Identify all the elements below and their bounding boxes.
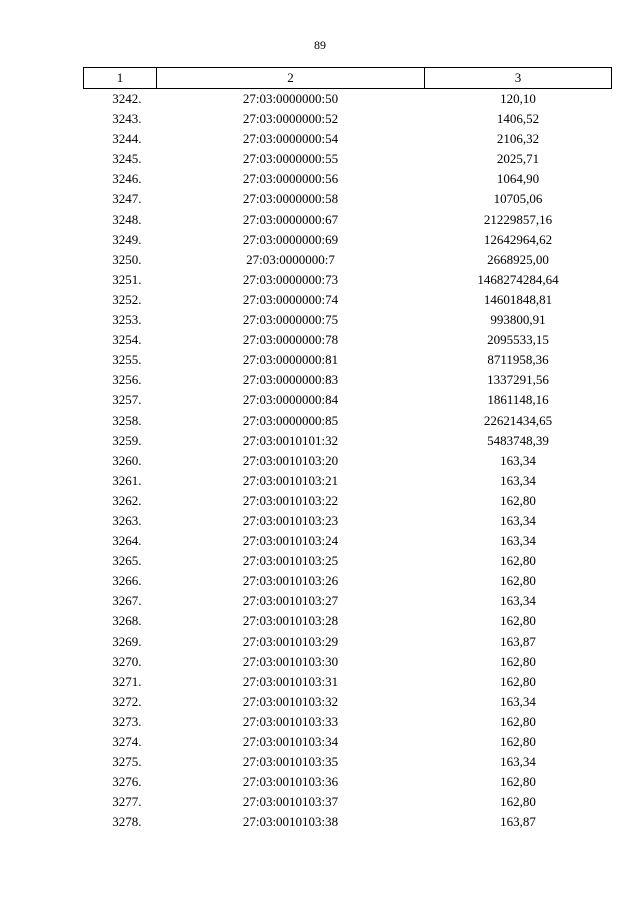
row-number: 3247. <box>112 191 142 207</box>
cadastral-number: 27:03:0000000:69 <box>242 231 339 247</box>
row-number: 3250. <box>112 251 142 267</box>
table-row <box>84 129 612 149</box>
cadastral-number: 27:03:0000000:75 <box>242 312 339 328</box>
table-row <box>84 652 612 672</box>
table-row <box>84 611 612 631</box>
row-number: 3249. <box>112 231 142 247</box>
cadastral-value: 163,87 <box>500 814 536 830</box>
row-number: 3245. <box>112 151 142 167</box>
cadastral-number: 27:03:0000000:50 <box>242 91 339 106</box>
row-number: 3246. <box>112 171 142 187</box>
cadastral-number: 27:03:0010103:36 <box>242 774 339 790</box>
table-row <box>84 692 612 712</box>
cadastral-value: 1064,90 <box>496 171 540 187</box>
row-number: 3268. <box>112 613 142 629</box>
table-row <box>84 350 612 370</box>
cadastral-value: 1468274284,64 <box>477 271 559 287</box>
row-number: 3267. <box>112 593 142 609</box>
cadastral-value: 2106,32 <box>496 131 540 147</box>
row-number: 3254. <box>112 332 142 348</box>
table-row <box>84 471 612 491</box>
row-number: 3244. <box>112 131 142 147</box>
cadastral-value: 162,80 <box>500 613 536 629</box>
cadastral-value: 2025,71 <box>496 151 540 167</box>
row-number: 3257. <box>112 392 142 408</box>
cadastral-number: 27:03:0010103:22 <box>242 492 339 508</box>
table-row <box>84 270 612 290</box>
table-header <box>84 68 612 89</box>
cadastral-number: 27:03:0010103:29 <box>242 633 339 649</box>
row-number: 3258. <box>112 412 142 428</box>
cadastral-value: 120,10 <box>500 91 536 106</box>
cadastral-number: 27:03:0010103:28 <box>242 613 339 629</box>
cadastral-number: 27:03:0010103:20 <box>242 452 339 468</box>
cadastral-value: 162,80 <box>500 553 536 569</box>
table-row <box>84 451 612 471</box>
table-row <box>84 571 612 591</box>
cadastral-value: 1337291,56 <box>487 372 549 388</box>
cadastral-value: 993800,91 <box>490 312 546 328</box>
cadastral-value: 8711958,36 <box>487 352 549 368</box>
row-number: 3259. <box>112 432 142 448</box>
table-row <box>84 149 612 169</box>
cadastral-number: 27:03:0010103:34 <box>242 734 339 749</box>
cadastral-value: 10705,06 <box>493 191 543 207</box>
row-number: 3262. <box>112 492 142 508</box>
cadastral-number: 27:03:0000000:81 <box>242 352 339 368</box>
cadastral-value: 163,34 <box>500 754 536 770</box>
cadastral-value: 163,87 <box>500 633 536 649</box>
table-row <box>84 511 612 531</box>
table-row <box>84 431 612 451</box>
row-number: 3275. <box>112 754 142 770</box>
cadastral-value: 14601848,81 <box>483 291 553 307</box>
table-row <box>84 330 612 350</box>
table-row <box>84 109 612 129</box>
cadastral-number: 27:03:0010103:38 <box>242 814 339 830</box>
table-row <box>84 632 612 652</box>
table-row <box>84 672 612 692</box>
cadastral-value: 163,34 <box>500 533 536 549</box>
page-number: 89 <box>314 38 326 52</box>
table-row <box>84 551 612 571</box>
cadastral-number: 27:03:0000000:54 <box>242 131 339 147</box>
row-number: 3278. <box>112 814 142 830</box>
cadastral-value: 163,34 <box>500 452 536 468</box>
cadastral-value: 162,80 <box>500 673 536 689</box>
row-number: 3260. <box>112 452 142 468</box>
table-row <box>84 772 612 792</box>
cadastral-value: 163,34 <box>500 593 536 609</box>
cadastral-number: 27:03:0010101:32 <box>242 432 339 448</box>
cadastral-number: 27:03:0000000:73 <box>242 271 339 287</box>
table-row <box>84 531 612 551</box>
row-number: 3253. <box>112 312 142 328</box>
header-row <box>84 68 612 89</box>
table-row <box>84 250 612 270</box>
row-number: 3248. <box>112 211 142 227</box>
row-number: 3266. <box>112 573 142 589</box>
row-number: 3270. <box>112 653 142 669</box>
row-number: 3261. <box>112 472 142 488</box>
table-row <box>84 712 612 732</box>
row-number: 3265. <box>112 553 142 569</box>
cadastral-value: 163,34 <box>500 693 536 709</box>
table-row <box>84 210 612 230</box>
cadastral-number: 27:03:0000000:85 <box>242 412 339 428</box>
cadastral-number: 27:03:0010103:31 <box>242 673 339 689</box>
row-number: 3256. <box>112 372 142 388</box>
cadastral-value: 162,80 <box>500 794 536 810</box>
cadastral-number: 27:03:0000000:55 <box>242 151 339 167</box>
row-number: 3242. <box>112 91 142 106</box>
cadastral-value: 22621434,65 <box>483 412 553 428</box>
row-number: 3251. <box>112 271 142 287</box>
table-body <box>84 89 612 833</box>
cadastral-number: 27:03:0000000:74 <box>242 291 339 307</box>
table-row <box>84 491 612 511</box>
cadastral-value: 162,80 <box>500 713 536 729</box>
cadastral-number: 27:03:0000000:84 <box>242 392 339 408</box>
cadastral-value: 163,34 <box>500 472 536 488</box>
table-row <box>84 370 612 390</box>
cadastral-number: 27:03:0010103:35 <box>242 754 339 770</box>
cadastral-number: 27:03:0010103:21 <box>242 472 339 488</box>
cadastral-number: 27:03:0010103:26 <box>242 573 339 589</box>
table-row <box>84 290 612 310</box>
table-row <box>84 812 612 832</box>
cadastral-number: 27:03:0010103:37 <box>242 794 339 810</box>
table-row <box>84 230 612 250</box>
cadastral-value: 162,80 <box>500 774 536 790</box>
cadastral-number: 27:03:0000000:58 <box>242 191 339 207</box>
cadastral-value: 162,80 <box>500 573 536 589</box>
row-number: 3269. <box>112 633 142 649</box>
table-row <box>84 411 612 431</box>
row-number: 3277. <box>112 794 142 810</box>
cadastral-number: 27:03:0000000:52 <box>242 111 339 127</box>
cadastral-value: 1406,52 <box>496 111 540 127</box>
row-number: 3263. <box>112 512 142 528</box>
row-number: 3276. <box>112 774 142 790</box>
column-header-2: 2 <box>157 68 425 89</box>
column-header-3: 3 <box>425 68 612 89</box>
cadastral-number: 27:03:0000000:67 <box>242 211 339 227</box>
cadastral-value: 1861148,16 <box>487 392 549 408</box>
cadastral-value: 162,80 <box>500 734 536 749</box>
cadastral-number: 27:03:0000000:7 <box>246 251 335 267</box>
row-number: 3272. <box>112 693 142 709</box>
table-row <box>84 752 612 772</box>
table-row <box>84 732 612 752</box>
table-row <box>84 89 612 110</box>
cadastral-number: 27:03:0010103:27 <box>242 593 339 609</box>
cadastral-number: 27:03:0010103:30 <box>242 653 339 669</box>
row-number: 3273. <box>112 713 142 729</box>
table-row <box>84 591 612 611</box>
row-number: 3255. <box>112 352 142 368</box>
table-row <box>84 310 612 330</box>
cadastral-number: 27:03:0010103:24 <box>242 533 339 549</box>
cadastral-number: 27:03:0010103:33 <box>242 713 339 729</box>
cadastral-number: 27:03:0010103:32 <box>242 693 339 709</box>
cadastral-number: 27:03:0000000:56 <box>242 171 339 187</box>
table-row <box>84 189 612 209</box>
cadastral-number: 27:03:0010103:23 <box>242 512 339 528</box>
row-number: 3271. <box>112 673 142 689</box>
cadastral-value: 163,34 <box>500 512 536 528</box>
row-number: 3252. <box>112 291 142 307</box>
cadastral-value: 21229857,16 <box>483 211 553 227</box>
cadastral-number: 27:03:0010103:25 <box>242 553 339 569</box>
row-number: 3264. <box>112 533 142 549</box>
cadastral-value: 5483748,39 <box>487 432 549 448</box>
cadastral-value: 2095533,15 <box>487 332 549 348</box>
cadastral-number: 27:03:0000000:78 <box>242 332 339 348</box>
cadastral-number: 27:03:0000000:83 <box>242 372 339 388</box>
cadastral-value: 2668925,00 <box>487 251 549 267</box>
table-row <box>84 792 612 812</box>
table-row <box>84 169 612 189</box>
row-number: 3274. <box>112 734 142 749</box>
table-row <box>84 390 612 410</box>
cadastral-value: 162,80 <box>500 492 536 508</box>
data-table <box>83 67 612 832</box>
column-header-1: 1 <box>84 68 157 89</box>
cadastral-value: 12642964,62 <box>483 231 553 247</box>
cadastral-value: 162,80 <box>500 653 536 669</box>
row-number: 3243. <box>112 111 142 127</box>
